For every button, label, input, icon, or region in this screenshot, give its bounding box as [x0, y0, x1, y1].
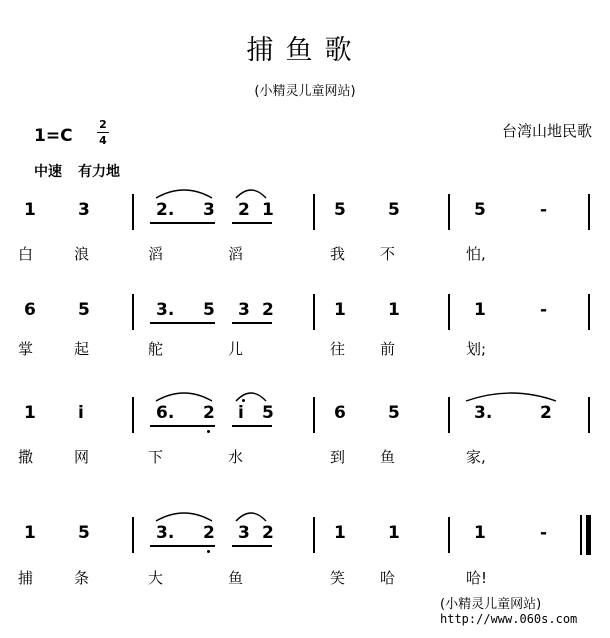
barline	[313, 517, 315, 553]
note-2-5: 3	[238, 300, 250, 320]
note-3-4: 2	[203, 403, 215, 423]
barline	[313, 294, 315, 330]
lyric-4-2: 条	[74, 569, 90, 587]
note-4-8: 1	[388, 523, 400, 543]
slur	[466, 389, 556, 401]
slur	[156, 389, 212, 401]
lyric-1-7: 怕,	[466, 245, 486, 263]
lyric-1-1: 白	[18, 245, 34, 263]
expression-text: 有力地	[78, 164, 120, 180]
note-1-3: 2.	[156, 200, 175, 220]
note-3-10: 2	[540, 403, 552, 423]
lyric-2-1: 掌	[18, 340, 34, 358]
barline	[132, 294, 134, 330]
note-1-9: 5	[474, 200, 486, 220]
note-2-6: 2	[262, 300, 274, 320]
lyric-4-3: 大	[148, 569, 164, 587]
eighth-underline	[150, 322, 215, 324]
note-3-6: 5	[262, 403, 274, 423]
octave-dot	[242, 399, 245, 402]
note-3-5: i	[238, 403, 244, 423]
footer-url: http://www.060s.com	[440, 612, 578, 626]
note-4-2: 5	[78, 523, 90, 543]
footer-credit: (小精灵儿童网站)	[440, 597, 542, 612]
slur	[236, 389, 266, 401]
note-3-2: i	[78, 403, 84, 423]
lyric-4-7: 哈!	[466, 569, 488, 587]
note-1-5: 2	[238, 200, 250, 220]
barline	[448, 517, 450, 553]
note-1-4: 3	[203, 200, 215, 220]
lyric-1-3: 滔	[148, 245, 164, 263]
lyric-1-2: 浪	[74, 245, 90, 263]
note-3-8: 5	[388, 403, 400, 423]
barline	[588, 294, 590, 330]
note-2-7: 1	[334, 300, 346, 320]
lyric-3-4: 水	[228, 448, 244, 466]
subtitle: (小精灵儿童网站)	[254, 84, 356, 99]
note-4-4: 2	[203, 523, 215, 543]
barline	[448, 294, 450, 330]
note-4-1: 1	[24, 523, 36, 543]
lyric-3-7: 家,	[466, 448, 486, 466]
barline	[448, 397, 450, 433]
barline	[132, 194, 134, 230]
note-2-1: 6	[24, 300, 36, 320]
barline	[313, 397, 315, 433]
lyric-3-5: 到	[330, 448, 346, 466]
key-signature: 1=C	[34, 126, 73, 146]
note-1-8: 5	[388, 200, 400, 220]
final-barline-thin	[580, 515, 582, 555]
lyric-4-6: 哈	[380, 569, 396, 587]
lyric-3-6: 鱼	[380, 448, 396, 466]
note-2-9: 1	[474, 300, 486, 320]
barline	[313, 194, 315, 230]
song-source: 台湾山地民歌	[501, 122, 592, 140]
barline	[588, 194, 590, 230]
note-4-9: 1	[474, 523, 486, 543]
lyric-2-7: 划;	[466, 340, 487, 358]
lyric-4-1: 捕	[18, 569, 34, 587]
note-4-3: 3.	[156, 523, 175, 543]
octave-dot	[207, 550, 210, 553]
note-3-7: 6	[334, 403, 346, 423]
note-1-10: -	[540, 200, 548, 220]
slur	[156, 186, 212, 198]
note-1-7: 5	[334, 200, 346, 220]
note-2-8: 1	[388, 300, 400, 320]
time-numerator: 2	[99, 118, 107, 131]
note-2-3: 3.	[156, 300, 175, 320]
barline	[132, 517, 134, 553]
octave-dot	[207, 430, 210, 433]
lyric-4-4: 鱼	[228, 569, 244, 587]
lyric-2-6: 前	[380, 340, 396, 358]
note-1-2: 3	[78, 200, 90, 220]
song-title: 捕鱼歌	[246, 35, 364, 66]
note-4-5: 3	[238, 523, 250, 543]
lyric-4-5: 笑	[330, 569, 346, 587]
barline	[588, 397, 590, 433]
eighth-underline	[150, 545, 215, 547]
slur	[236, 186, 266, 198]
note-3-1: 1	[24, 403, 36, 423]
note-4-10: -	[540, 523, 548, 543]
lyric-3-1: 撒	[18, 448, 34, 466]
note-3-3: 6.	[156, 403, 175, 423]
slur	[236, 509, 266, 521]
note-4-7: 1	[334, 523, 346, 543]
lyric-1-5: 我	[330, 245, 346, 263]
lyric-2-2: 起	[74, 340, 90, 358]
lyric-1-4: 滔	[228, 245, 244, 263]
barline	[132, 397, 134, 433]
note-2-4: 5	[203, 300, 215, 320]
eighth-underline	[232, 322, 272, 324]
note-2-10: -	[540, 300, 548, 320]
time-denominator: 4	[99, 134, 107, 147]
eighth-underline	[232, 222, 272, 224]
eighth-underline	[150, 425, 215, 427]
lyric-2-5: 往	[330, 340, 346, 358]
lyric-2-3: 舵	[148, 340, 164, 358]
final-barline-thick	[586, 515, 591, 555]
note-3-9: 3.	[474, 403, 493, 423]
eighth-underline	[232, 545, 272, 547]
tempo-text: 中速	[34, 164, 62, 180]
barline	[448, 194, 450, 230]
lyric-2-4: 儿	[228, 340, 244, 358]
lyric-3-3: 下	[148, 448, 164, 466]
note-2-2: 5	[78, 300, 90, 320]
lyric-1-6: 不	[380, 245, 396, 263]
note-1-6: 1	[262, 200, 274, 220]
eighth-underline	[150, 222, 215, 224]
note-1-1: 1	[24, 200, 36, 220]
lyric-3-2: 网	[74, 448, 90, 466]
eighth-underline	[232, 425, 272, 427]
note-4-6: 2	[262, 523, 274, 543]
slur	[156, 509, 212, 521]
